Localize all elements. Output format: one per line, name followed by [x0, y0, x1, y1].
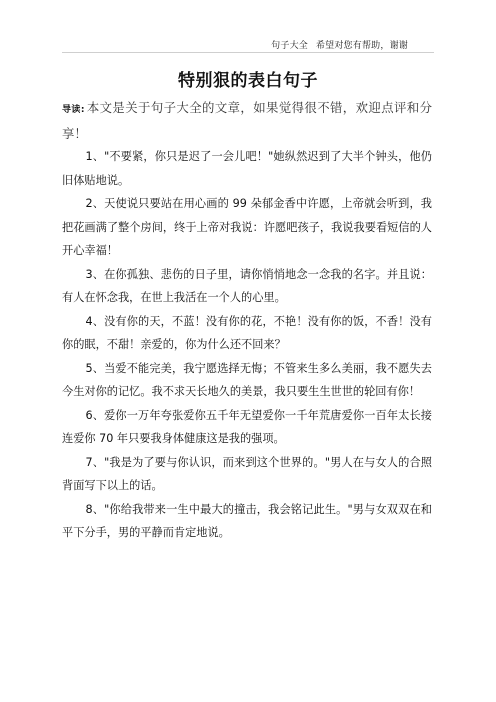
- intro-text: 本文是关于句子大全的文章，如果觉得很不错，欢迎点评和分享！: [62, 100, 432, 141]
- body-paragraph-3: 3、在你孤独、悲伤的日子里，请你悄悄地念一念我的名字。并且说：有人在怀念我，在世上我活在一个人的心里。: [62, 267, 432, 304]
- intro-label: 导读:: [62, 105, 85, 115]
- intro-paragraph: [62, 96, 432, 145]
- header-divider: [62, 52, 434, 53]
- body-paragraph-5: 5、当爱不能完美，我宁愿选择无悔；不管来生多么美丽，我不愿失去今生对你的记忆。我不求天长地久的美景，我只要生生世世的轮回有你！: [62, 361, 432, 398]
- document-title: 特别狠的表白句子: [178, 71, 318, 91]
- body-paragraph-4: 4、没有你的天，不蓝！没有你的花，不艳！没有你的饭，不香！没有你的眠，不甜！亲爱的，你为什么还不回来？: [62, 314, 432, 351]
- body-paragraph-2: 2、天使说只要站在用心画的 99 朵郁金香中许愿，上帝就会听到，我把花画满了整个房间，终于上帝对我说：许愿吧孩子，我说我要看短信的人开心幸福！: [62, 197, 432, 257]
- header-slogan: 希望对您有帮助，谢谢: [315, 41, 408, 51]
- body-paragraph-7: 7、"我是为了要与你认识，而来到这个世界的。"男人在与女人的合照背面写下以上的话。: [62, 455, 432, 492]
- header-site-name: 句子大全: [271, 41, 308, 51]
- page-header: [271, 38, 408, 51]
- document-body: [62, 96, 432, 545]
- body-paragraph-6: 6、爱你一万年夸张爱你五千年无望爱你一千年荒唐爱你一百年太长接连爱你 70 年只要我身体健康这是我的强项。: [62, 408, 432, 445]
- body-paragraph-8: 8、"你给我带来一生中最大的撞击，我会铭记此生。"男与女双双在和平下分手，男的平静而肯定地说。: [62, 502, 432, 539]
- body-paragraph-1: 1、"不要紧，你只是迟了一会儿吧！"她纵然迟到了大半个钟头，他仍旧体贴地说。: [62, 150, 432, 187]
